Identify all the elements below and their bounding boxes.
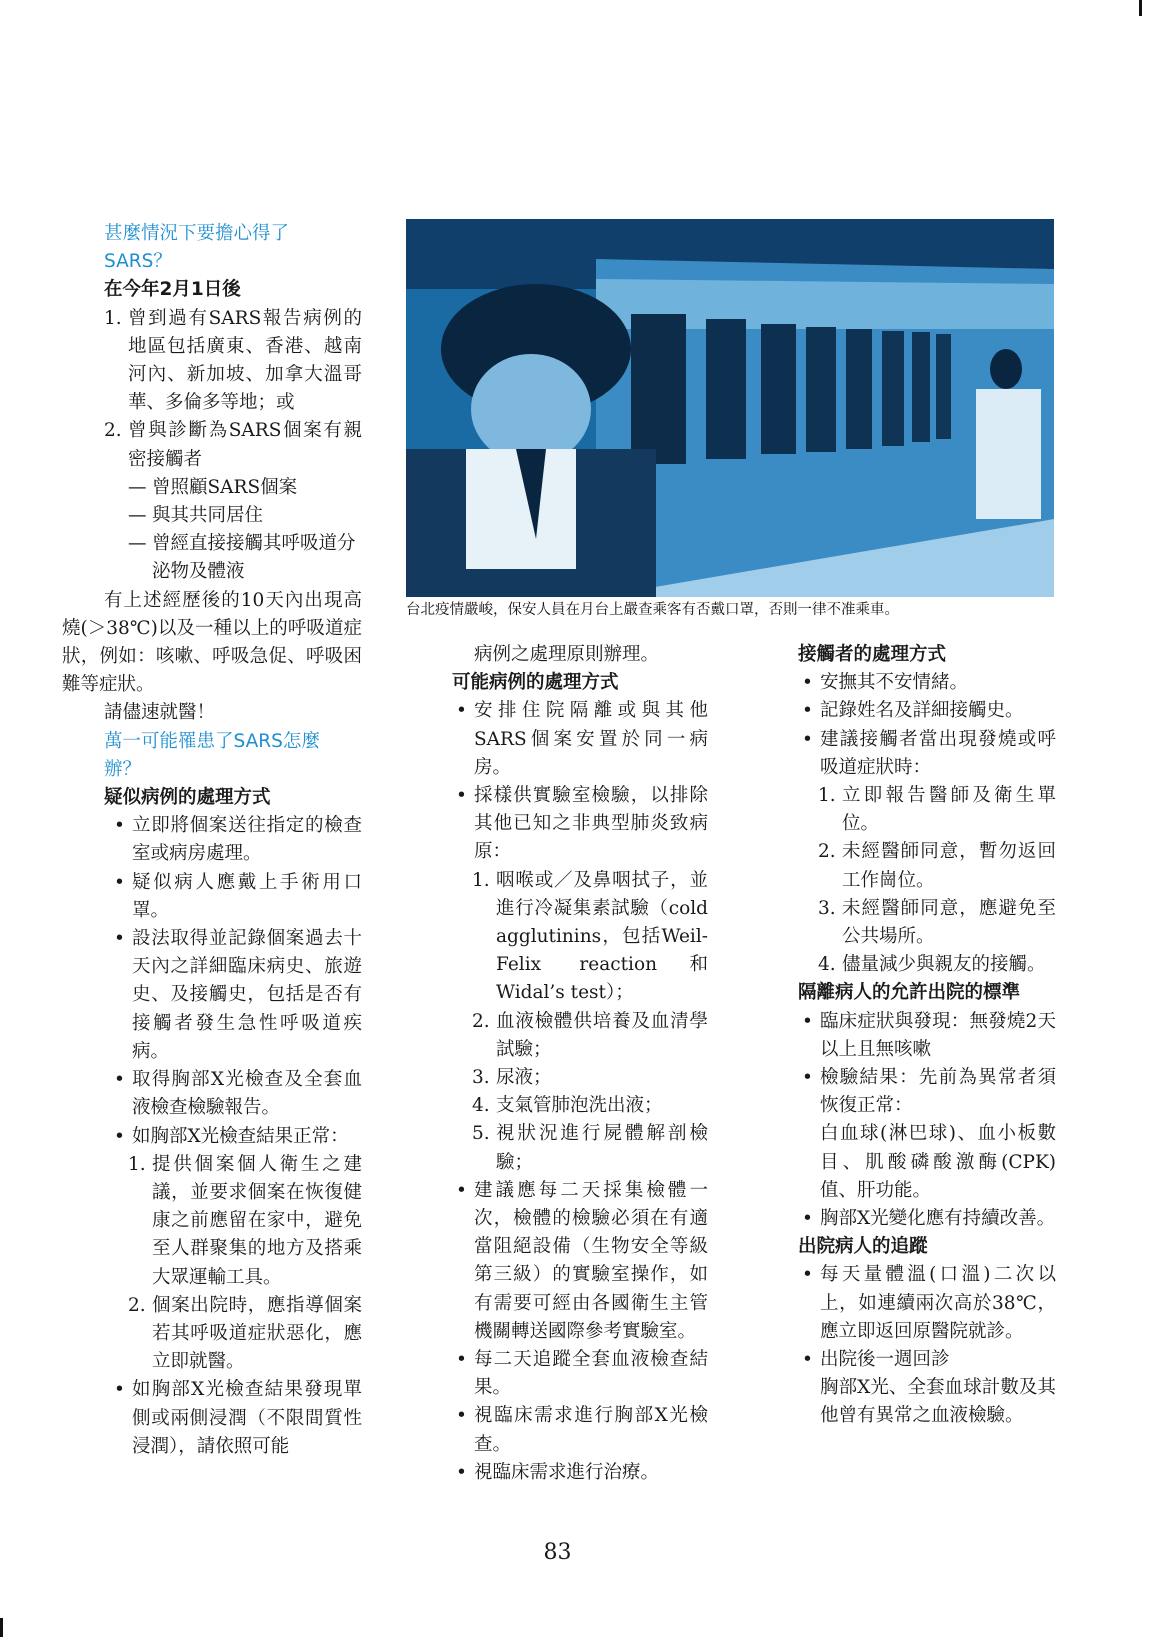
bullet-item: • 胸部X光變化應有持續改善。 <box>798 1205 1056 1233</box>
bullet-item: • 安撫其不安情緒。 <box>798 669 1056 697</box>
subheading-after-feb-1: 在今年2月1日後 <box>104 279 241 301</box>
bullet-item: • 建議接觸者當出現發燒或呼吸道症狀時： <box>798 726 1056 782</box>
bullet-item: • 安排住院隔離或與其他SARS個案安置於同一病房。 <box>452 697 708 782</box>
photo-illustration <box>406 219 1054 597</box>
bullet-item: • 立即將個案送往指定的檢查室或病房處理。 <box>110 812 362 868</box>
list-item: 1. 咽喉或／及鼻咽拭子，並進行冷凝集素試驗（cold agglutinins，包括Weil-Felix reaction和Widal’s test）； <box>472 869 708 1004</box>
bullet-item: • 採樣供實驗室檢驗，以排除其他已知之非典型肺炎致病原： <box>452 782 708 867</box>
dash-item: — 曾經直接接觸其呼吸道分泌物及體液 <box>128 533 356 583</box>
list-item: 1. 立即報告醫師及衛生單位。 <box>818 785 1056 835</box>
bullet-item: • 出院後一週回診 <box>798 1346 1056 1374</box>
subheading-discharge-criteria: 隔離病人的允許出院的標準 <box>798 982 1021 1004</box>
bullet-item: • 如胸部X光檢查結果正常： <box>110 1123 362 1151</box>
list-item: 2. 曾與診斷為SARS個案有親密接觸者 <box>104 420 362 470</box>
bullet-item: • 疑似病人應戴上手術用口罩。 <box>110 869 362 925</box>
bullet-item: • 每二天追蹤全套血液檢查結果。 <box>452 1346 708 1402</box>
bullet-item: • 記錄姓名及詳細接觸史。 <box>798 697 1056 725</box>
continued-text: 病例之處理原則辦理。 <box>474 644 660 665</box>
bullet-item: • 如胸部X光檢查結果發現單側或兩側浸潤（不限間質性浸潤），請依照可能 <box>110 1376 362 1461</box>
section-heading-what-to-do: 萬一可能罹患了SARS怎麼辦？ <box>104 730 320 780</box>
dash-item: — 曾照顧SARS個案 <box>128 476 298 498</box>
list-item: 2. 未經醫師同意，暫勿返回工作崗位。 <box>818 841 1056 891</box>
subway-platform-photo <box>406 219 1054 597</box>
column-3 <box>798 641 1056 1431</box>
bullet-item: • 臨床症狀與發現：無發燒2天以上且無咳嗽 <box>798 1008 1056 1064</box>
subheading-contacts: 接觸者的處理方式 <box>798 644 947 665</box>
bullet-item: • 視臨床需求進行治療。 <box>452 1459 708 1487</box>
paragraph-symptoms: 有上述經歷後的10天內出現高燒(＞38℃)以及一種以上的呼吸道症狀，例如：咳嗽、呼吸急促、呼吸困難等症狀。 <box>62 589 362 696</box>
photo-caption: 台北疫情嚴峻，保安人員在月台上嚴查乘客有否戴口罩，否則一律不准乘車。 <box>406 602 899 618</box>
paragraph-seek-care: 請儘速就醫！ <box>104 702 216 724</box>
scan-mark-bottom-left <box>0 1618 3 1637</box>
list-item: 4. 儘量減少與親友的接觸。 <box>818 954 1046 976</box>
list-item: 3. 未經醫師同意，應避免至公共場所。 <box>818 897 1056 948</box>
bullet-detail: 白血球(淋巴球)、血小板數目、肌酸磷酸激酶(CPK)值、肝功能。 <box>820 1123 1056 1201</box>
bullet-item: • 設法取得並記錄個案過去十天內之詳細臨床病史、旅遊史、及接觸史，包括是否有接觸者發生急性呼吸道疾病。 <box>110 925 362 1066</box>
subheading-probable-cases: 可能病例的處理方式 <box>452 672 619 694</box>
list-item: 1. 曾到過有SARS報告病例的地區包括廣東、香港、越南河內、新加坡、加拿大溫哥華、多倫多等地；或 <box>104 307 362 414</box>
bullet-item: • 每天量體溫(口溫)二次以上，如連續兩次高於38℃，應立即返回原醫院就診。 <box>798 1261 1056 1346</box>
scan-mark-top-right <box>1139 0 1142 16</box>
bullet-item: • 取得胸部X光檢查及全套血液檢查檢驗報告。 <box>110 1066 362 1122</box>
column-2 <box>452 641 708 1487</box>
bullet-item: • 建議應每二天採集檢體一次，檢體的檢驗必須在有適當阻絕設備（生物安全等級第三級）的實驗室操作，如有需要可經由各國衛生主管機關轉送國際參考實驗室。 <box>452 1177 708 1346</box>
bullet-item: • 檢驗結果：先前為異常者須恢復正常： <box>798 1064 1056 1120</box>
page-number: 83 <box>543 1540 572 1565</box>
list-item: 3. 尿液； <box>472 1067 552 1089</box>
column-1 <box>62 220 362 1461</box>
dash-item: — 與其共同居住 <box>128 505 264 527</box>
list-item: 5. 視狀況進行屍體解剖檢驗； <box>472 1123 708 1173</box>
bullet-item: • 視臨床需求進行胸部X光檢查。 <box>452 1402 708 1458</box>
subheading-follow-up: 出院病人的追蹤 <box>798 1236 928 1258</box>
list-item: 4. 支氣管肺泡洗出液； <box>472 1095 663 1117</box>
bullet-detail: 胸部X光、全套血球計數及其他曾有異常之血液檢驗。 <box>820 1377 1056 1427</box>
list-item: 2. 血液檢體供培養及血清學試驗； <box>472 1010 708 1060</box>
section-heading-when-to-worry: 甚麼情況下要擔心得了 SARS？ <box>104 223 290 273</box>
list-item: 1. 提供個案個人衛生之建議，並要求個案在恢復健康之前應留在家中，避免至人群聚集的地方及搭乘大眾運輸工具。 <box>128 1153 362 1288</box>
list-item: 2. 個案出院時，應指導個案若其呼吸道症狀惡化，應立即就醫。 <box>128 1294 362 1373</box>
subheading-suspected-cases: 疑似病例的處理方式 <box>104 787 271 809</box>
